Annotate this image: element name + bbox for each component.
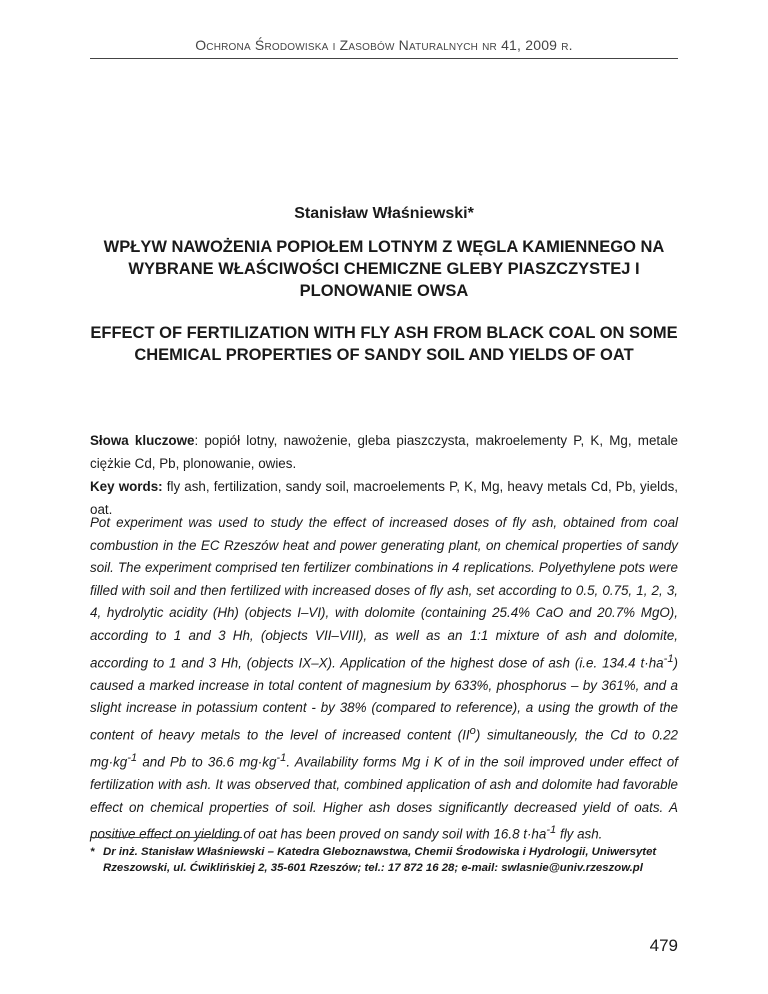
keywords-block (90, 429, 678, 521)
keywords-polish-label: Słowa kluczowe (90, 433, 195, 448)
abstract-superscript-4: -1 (546, 824, 557, 837)
title-polish: WPŁYW NAWOŻENIA POPIOŁEM LOTNYM Z WĘGLA KAMIENNEGO NA WYBRANE WŁAŚCIWOŚCI CHEMICZNE GLEBY PIASZCZYSTEJ I PLONOWANIE OWSA (103, 238, 665, 300)
abstract-part-1: Pot experiment was used to study the effect of increased doses of fly ash, obtained from coal combustion in the EC Rzeszów heat and power generating plant, on chemical properties of sandy soil. The experiment comprised ten fertilizer combinations in 4 replications. Polyethylene pots were filled with soil and then fertilized with increased doses of fly ash, set according to 0.5, 0.75, 1, 2, 3, 4, hydrolytic acidity (Hh) (objects I–VI), with dolomite (containing 25.4% CaO and 20.7% MgO), according to 1 and 3 Hh, (objects VII–VIII), as well as an 1:1 mixture of ash and dolomite, according to 1 and 3 Hh, (objects IX–X). Application of the highest dose of ash (i.e. 134.4 t·ha (90, 515, 678, 671)
keywords-english-text: fly ash, fertilization, sandy soil, macroelements P, K, Mg, heavy metals Cd, Pb, yields, oat. (90, 479, 678, 517)
keywords-english-label: Key words: (90, 479, 163, 494)
page-number: 479 (649, 936, 678, 955)
abstract-part-2: ) caused a marked increase in total content of magnesium by 633%, phosphorus – by 361%, and a slight increase in potassium content - by 38% (compared to reference), a using the growth of the content of heavy metals to the level of increased content (II (90, 655, 678, 743)
running-header (90, 37, 678, 53)
journal-name: Ochrona Środowiska i Zasobów Naturalnych (195, 37, 479, 53)
footnote-marker: * (90, 846, 95, 858)
header-divider (90, 58, 678, 59)
keywords-polish-text: : popiół lotny, nawożenie, gleba piaszczysta, makroelementy P, K, Mg, metale ciężkie Cd, Pb, plonowanie, owies. (90, 433, 678, 471)
abstract-part-4: and Pb to 36.6 mg·kg (137, 754, 277, 770)
abstract-part-5: . Availability forms Mg i K of in the soil improved under effect of fertilization with ash. It was observed that, combined application of ash and dolomite had favorable effect on chemical properties of soil. Higher ash doses significantly decreased yield of oats. A positive effect on yielding of oat has been proved on sandy soil with 16.8 t·ha (90, 754, 678, 842)
author-name: Stanisław Właśniewski* (294, 205, 474, 222)
abstract-superscript-2: -1 (127, 751, 138, 764)
keywords-polish (90, 429, 678, 475)
footnote (90, 845, 678, 876)
abstract-part-3: ) simultaneously, the Cd to 0.22 mg·kg (90, 727, 679, 770)
abstract (90, 512, 678, 846)
footnote-divider (90, 837, 242, 838)
abstract-part-6: fly ash. (556, 826, 603, 842)
issue-number: nr 41, 2009 r. (482, 37, 573, 53)
footnote-text: Dr inż. Stanisław Właśniewski – Katedra Gleboznawstwa, Chemii Środowiska i Hydrologii, Uniwersytet Rzeszowski, ul. Ćwiklińskiej 2, 35-601 Rzeszów; tel.: 17 872 16 28; e-mail: swlasnie@univ.rzeszow.pl (103, 846, 657, 874)
abstract-superscript-degree: o (469, 724, 476, 737)
abstract-superscript-3: -1 (276, 751, 287, 764)
abstract-superscript-1: -1 (663, 652, 674, 665)
title-english: EFFECT OF FERTILIZATION WITH FLY ASH FROM BLACK COAL ON SOME CHEMICAL PROPERTIES OF SANDY SOIL AND YIELDS OF OAT (90, 324, 678, 364)
